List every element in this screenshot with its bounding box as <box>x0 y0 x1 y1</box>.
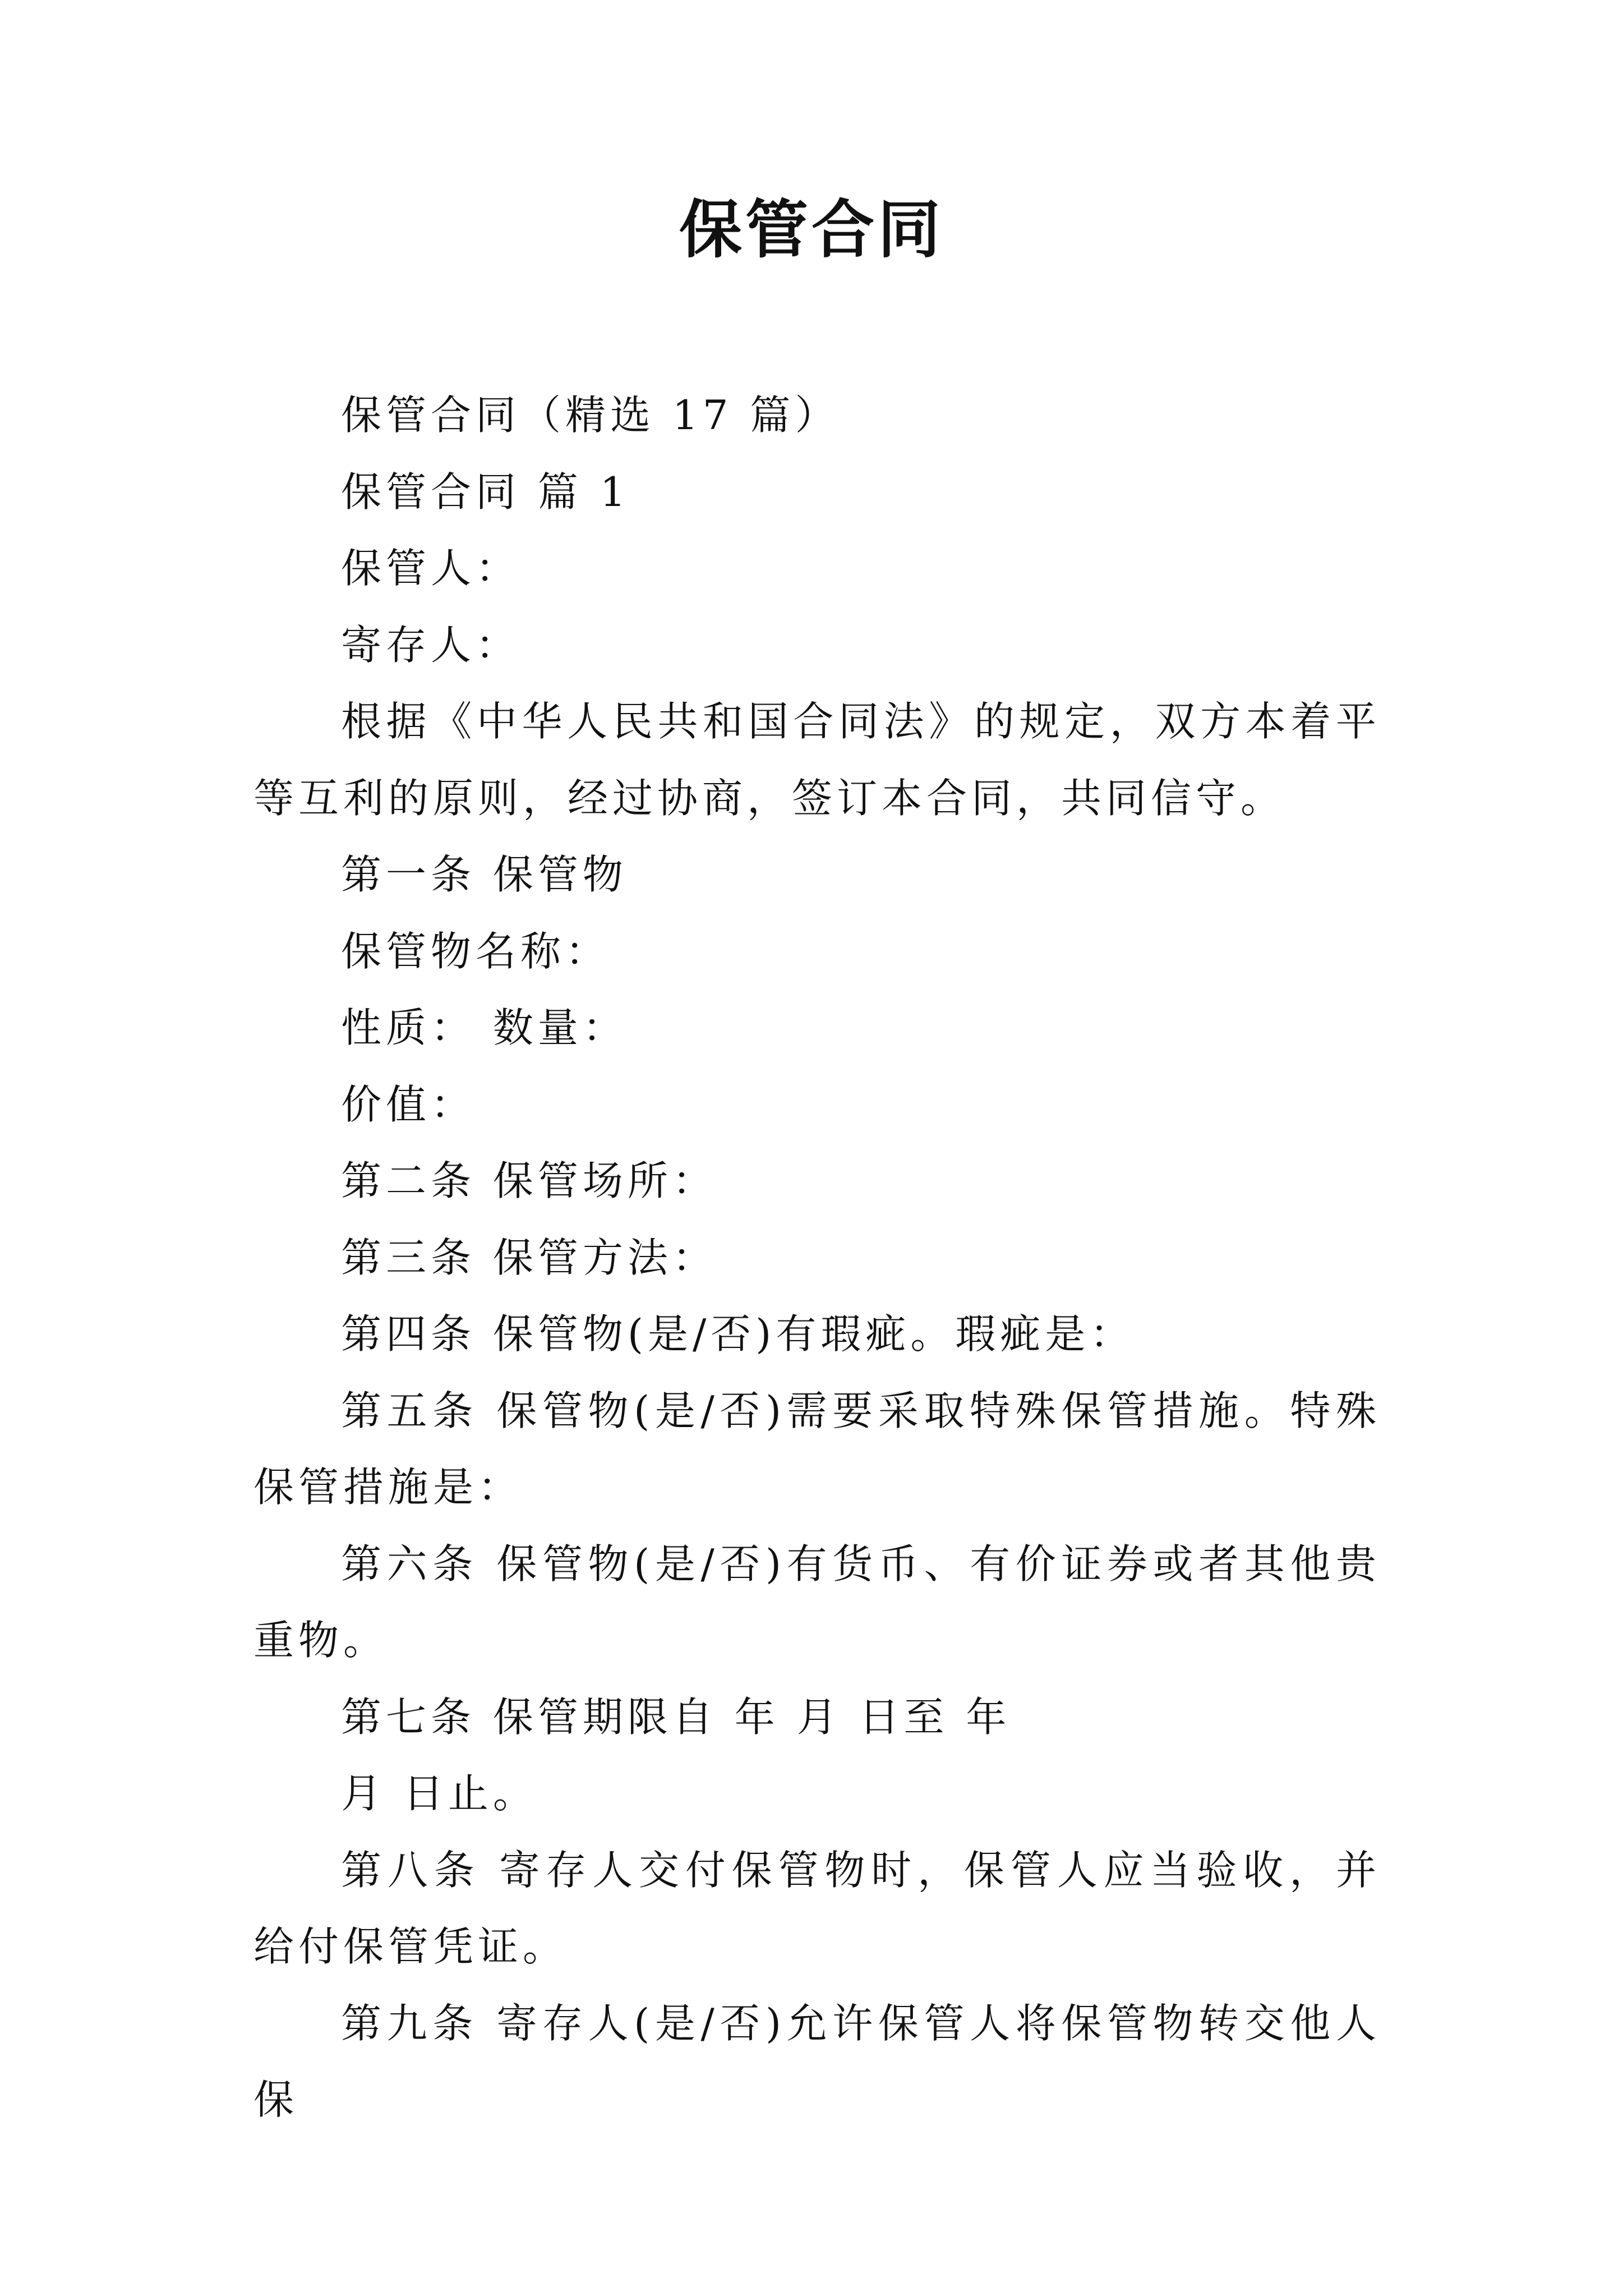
article-4-line: 第四条 保管物(是/否)有瑕疵。瑕疵是： <box>341 1310 1135 1358</box>
document-title: 保管合同 <box>679 193 944 266</box>
article-7-line: 第七条 保管期限自 年 月 日至 年 <box>341 1693 1011 1741</box>
preamble-paragraph: 根据《中华人民共和国合同法》的规定，双方本着平等互利的原则，经过协商，签订本合同，共同信守。 <box>253 698 1381 822</box>
depositor-line: 寄存人： <box>341 621 521 669</box>
subtitle-line: 保管合同（精选 17 篇） <box>341 392 840 439</box>
value-line: 价值： <box>341 1080 476 1128</box>
custodian-line: 保管人： <box>341 545 521 592</box>
nature-quantity-line: 性质： 数量： <box>341 1004 628 1051</box>
article-1-heading: 第一条 保管物 <box>341 851 628 898</box>
article-5-paragraph: 第五条 保管物(是/否)需要采取特殊保管措施。特殊保管措施是： <box>253 1387 1381 1511</box>
section-heading: 保管合同 篇 1 <box>341 468 630 516</box>
article-8-paragraph: 第八条 寄存人交付保管物时，保管人应当验收，并给付保管凭证。 <box>253 1846 1381 1970</box>
article-9-paragraph: 第九条 寄存人(是/否)允许保管人将保管物转交他人保 <box>253 1999 1381 2123</box>
document-body <box>253 377 1381 2138</box>
article-6-paragraph: 第六条 保管物(是/否)有货币、有价证券或者其他贵重物。 <box>253 1540 1381 1664</box>
article-3-line: 第三条 保管方法： <box>341 1234 717 1281</box>
article-2-line: 第二条 保管场所： <box>341 1157 717 1204</box>
item-name-line: 保管物名称： <box>341 927 611 975</box>
article-7-continuation: 月 日止。 <box>341 1770 538 1817</box>
